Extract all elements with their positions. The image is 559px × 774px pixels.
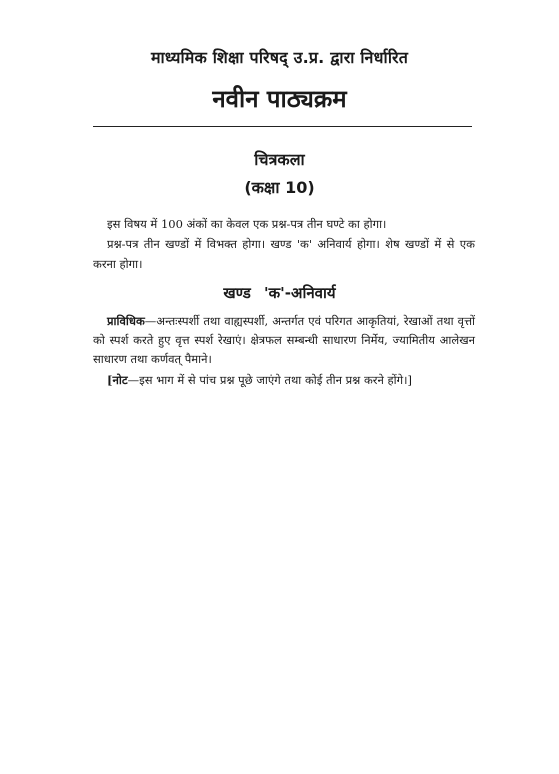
title-divider xyxy=(93,126,472,127)
note-bracket: [ xyxy=(107,373,113,387)
intro-paragraph-1: इस विषय में 100 अंकों का केवल एक प्रश्न-पत्र तीन घण्टे का होगा। xyxy=(107,217,387,231)
note-label: नोट xyxy=(112,373,128,387)
note-text: —इस भाग में से पांच प्रश्न पूछे जाएंगे तथा कोई तीन प्रश्न करने होंगे।] xyxy=(127,373,412,387)
board-heading: माध्यमिक शिक्षा परिषद् उ.प्र. द्वारा निर्धारित xyxy=(150,48,409,67)
section-a-heading: खण्ड 'क'-अनिवार्य xyxy=(223,284,336,302)
syllabus-title: नवीन पाठ्यक्रम xyxy=(212,85,347,113)
note-paragraph xyxy=(93,370,475,390)
technical-text: —अन्तःस्पर्शी तथा वाह्यस्पर्शी, अन्तर्गत एवं परिगत आकृतियां, रेखाओं तथा वृत्तों को स्पर्श करते हुए वृत्त स्पर्श रेखाएं। क्षेत्रफल सम्बन्धी साधारण निर्मेय, ज्यामितीय आलेखन साधारण तथा कर्णवत् पैमाने। xyxy=(93,314,475,366)
technical-label: प्राविधिक xyxy=(107,314,145,328)
technical-paragraph xyxy=(93,312,475,369)
subject-title: चित्रकला xyxy=(254,150,305,169)
intro-paragraph-2: प्रश्न-पत्र तीन खण्डों में विभक्त होगा। खण्ड 'क' अनिवार्य होगा। शेष खण्डों में से एक करना होगा। xyxy=(93,237,475,271)
class-label: (कक्षा 10) xyxy=(244,178,315,197)
